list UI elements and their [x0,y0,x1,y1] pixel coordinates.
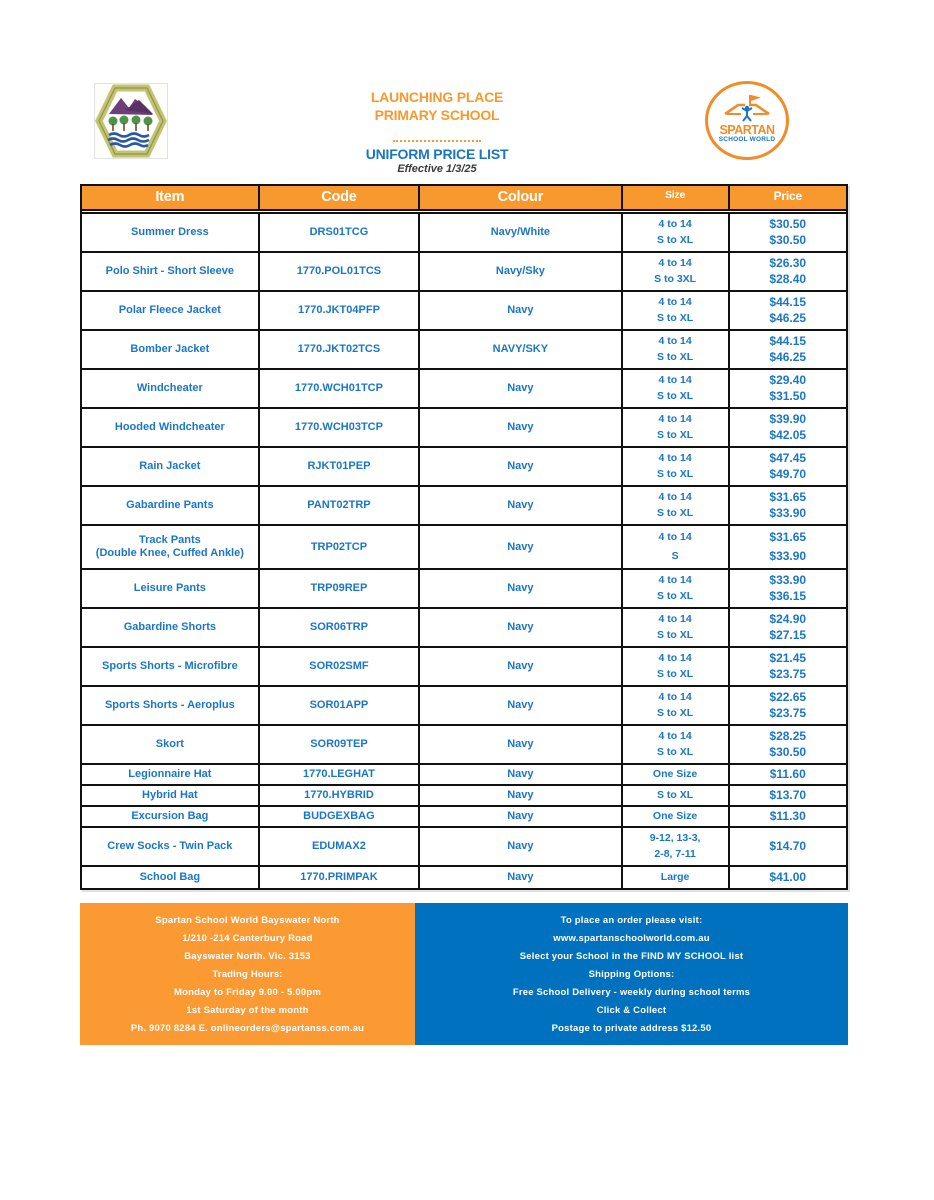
item-cell: Hybrid Hat [142,789,198,801]
column-header-colour: Colour [418,186,620,209]
size-cell: One Size [621,807,728,826]
item-cell: Crew Socks - Twin Pack [107,840,233,852]
table-row [82,526,846,570]
school-crest-icon [95,84,167,158]
table-row [82,726,846,765]
size-cell: 4 to 14 S to XL [621,331,728,368]
size-cell: 4 to 14 S to XL [621,214,728,251]
size-cell: 4 to 14 S to XL [621,648,728,685]
code-cell: EDUMAX2 [258,828,418,865]
table-row [82,648,846,687]
item-cell: School Bag [139,871,201,883]
price-cell: $33.90 $36.15 [728,570,846,607]
colour-cell: Navy [418,409,620,446]
price-cell: $30.50 $30.50 [728,214,846,251]
code-cell: SOR01APP [258,687,418,724]
colour-cell: Navy/Sky [418,253,620,290]
colour-cell: Navy [418,448,620,485]
price-cell: $21.45 $23.75 [728,648,846,685]
table-row [82,570,846,609]
colour-cell: Navy [418,786,620,805]
table-row [82,331,846,370]
table-row [82,214,846,253]
size-cell: 4 to 14 S to XL [621,409,728,446]
code-cell: 1770.PRIMPAK [258,867,418,888]
size-cell: 4 to 14 S to XL [621,292,728,329]
size-cell: 4 to 14 S to XL [621,687,728,724]
store-info-line: Monday to Friday 9.00 - 5.00pm [174,986,321,998]
ordering-info-line: Shipping Options: [588,968,675,980]
code-cell: TRP02TCP [258,526,418,568]
price-cell: $47.45 $49.70 [728,448,846,485]
table-row [82,867,846,888]
item-cell: Track Pants (Double Knee, Cuffed Ankle) [95,534,244,559]
price-cell: $31.65 $33.90 [728,487,846,524]
ordering-info-line: To place an order please visit: [560,914,703,926]
colour-cell: Navy [418,292,620,329]
code-cell: 1770.WCH03TCP [258,409,418,446]
table-body [82,214,846,888]
store-info-line: Spartan School World Bayswater North [155,914,340,926]
uniform-price-table [80,184,848,890]
table-row [82,807,846,828]
table-header-row [82,186,846,211]
size-cell: 4 to 14 S to 3XL [621,253,728,290]
column-header-size: Size [621,186,728,209]
price-cell: $41.00 [728,867,846,888]
effective-date: Effective 1/3/25 [397,163,477,175]
item-cell: Bomber Jacket [130,343,210,355]
school-name-line2: PRIMARY SCHOOL [374,107,500,123]
table-row [82,370,846,409]
code-cell: RJKT01PEP [258,448,418,485]
code-cell: PANT02TRP [258,487,418,524]
price-cell: $26.30 $28.40 [728,253,846,290]
ordering-info-line: Postage to private address $12.50 [551,1022,712,1034]
price-cell: $24.90 $27.15 [728,609,846,646]
item-cell: Leisure Pants [133,582,206,594]
code-cell: 1770.LEGHAT [258,765,418,784]
column-header-item: Item [155,189,185,205]
document-header [287,88,587,175]
colour-cell: Navy/White [418,214,620,251]
page-title: UNIFORM PRICE LIST [365,146,509,162]
table-row [82,448,846,487]
item-cell: Excursion Bag [131,810,209,822]
size-cell: One Size [621,765,728,784]
colour-cell: Navy [418,487,620,524]
item-cell: Summer Dress [131,226,209,238]
dotted-divider [393,140,481,142]
spartan-school-world-logo [702,80,794,162]
store-info-line: 1st Saturday of the month [186,1004,309,1016]
table-row [82,409,846,448]
price-cell: $11.60 [728,765,846,784]
ordering-info-line: Click & Collect [596,1004,667,1016]
colour-cell: Navy [418,687,620,724]
price-cell: $29.40 $31.50 [728,370,846,407]
item-cell: Polo Shirt - Short Sleeve [105,265,235,277]
item-cell: Rain Jacket [139,460,201,472]
item-cell: Legionnaire Hat [128,768,212,780]
school-name-line1: LAUNCHING PLACE [370,89,504,105]
colour-cell: Navy [418,765,620,784]
table-row [82,609,846,648]
colour-cell: NAVY/SKY [418,331,620,368]
code-cell: SOR02SMF [258,648,418,685]
price-cell: $39.90 $42.05 [728,409,846,446]
size-cell: Large [621,867,728,888]
column-header-price: Price [728,186,846,209]
price-cell: $28.25 $30.50 [728,726,846,763]
spartan-logo-oval [705,81,789,160]
price-cell: $13.70 [728,786,846,805]
table-row [82,687,846,726]
size-cell: 4 to 14 S to XL [621,726,728,763]
spartan-logo-subtitle: SCHOOL WORLD [718,136,776,143]
item-cell: Gabardine Pants [126,499,214,511]
price-cell: $14.70 [728,828,846,865]
colour-cell: Navy [418,807,620,826]
size-cell: 4 to 14 S to XL [621,448,728,485]
colour-cell: Navy [418,526,620,568]
ordering-info-line: Free School Delivery - weekly during school terms [512,986,751,998]
colour-cell: Navy [418,609,620,646]
spartan-logo-title: SPARTAN [719,123,775,137]
size-cell: 4 to 14 S [621,526,728,568]
size-cell: 4 to 14 S to XL [621,370,728,407]
ordering-info-line: Select your School in the FIND MY SCHOOL list [519,950,744,962]
code-cell: 1770.WCH01TCP [258,370,418,407]
school-crest-logo [94,83,168,159]
item-cell: Windcheater [136,382,203,394]
colour-cell: Navy [418,570,620,607]
table-row [82,786,846,807]
code-cell: 1770.POL01TCS [258,253,418,290]
column-header-code: Code [258,186,418,209]
price-cell: $22.65 $23.75 [728,687,846,724]
store-info-line: 1/210 -214 Canterbury Road [182,932,313,944]
store-info-block [80,903,415,1045]
item-cell: Sports Shorts - Microfibre [102,660,238,672]
code-cell: 1770.JKT04PFP [258,292,418,329]
code-cell: SOR09TEP [258,726,418,763]
colour-cell: Navy [418,370,620,407]
table-row [82,828,846,867]
colour-cell: Navy [418,648,620,685]
store-info-line: Bayswater North. Vic. 3153 [184,950,311,962]
size-cell: 9-12, 13-3, 2-8, 7-11 [621,828,728,865]
table-row [82,292,846,331]
colour-cell: Navy [418,726,620,763]
ordering-info-line: www.spartanschoolworld.com.au [553,932,710,944]
store-info-line: Trading Hours: [212,968,283,980]
code-cell: DRS01TCG [258,214,418,251]
item-cell: Polar Fleece Jacket [118,304,221,316]
colour-cell: Navy [418,867,620,888]
price-cell: $31.65 $33.90 [728,526,846,568]
ordering-info-block [415,903,848,1045]
item-cell: Hooded Windcheater [114,421,225,433]
item-cell: Sports Shorts - Aeroplus [104,699,235,711]
store-info-line: Ph. 9070 8284 E. onlineorders@spartanss.com.au [130,1022,365,1034]
code-cell: 1770.HYBRID [258,786,418,805]
schoolhouse-flag-icon [721,93,773,123]
code-cell: BUDGEXBAG [258,807,418,826]
page-footer [80,903,848,1045]
code-cell: TRP09REP [258,570,418,607]
item-cell: Gabardine Shorts [123,621,216,633]
size-cell: S to XL [621,786,728,805]
price-cell: $44.15 $46.25 [728,292,846,329]
table-row [82,253,846,292]
price-cell: $44.15 $46.25 [728,331,846,368]
table-row [82,487,846,526]
code-cell: 1770.JKT02TCS [258,331,418,368]
code-cell: SOR06TRP [258,609,418,646]
size-cell: 4 to 14 S to XL [621,487,728,524]
price-cell: $11.30 [728,807,846,826]
table-row [82,765,846,786]
item-cell: Skort [155,738,184,750]
size-cell: 4 to 14 S to XL [621,609,728,646]
colour-cell: Navy [418,828,620,865]
size-cell: 4 to 14 S to XL [621,570,728,607]
